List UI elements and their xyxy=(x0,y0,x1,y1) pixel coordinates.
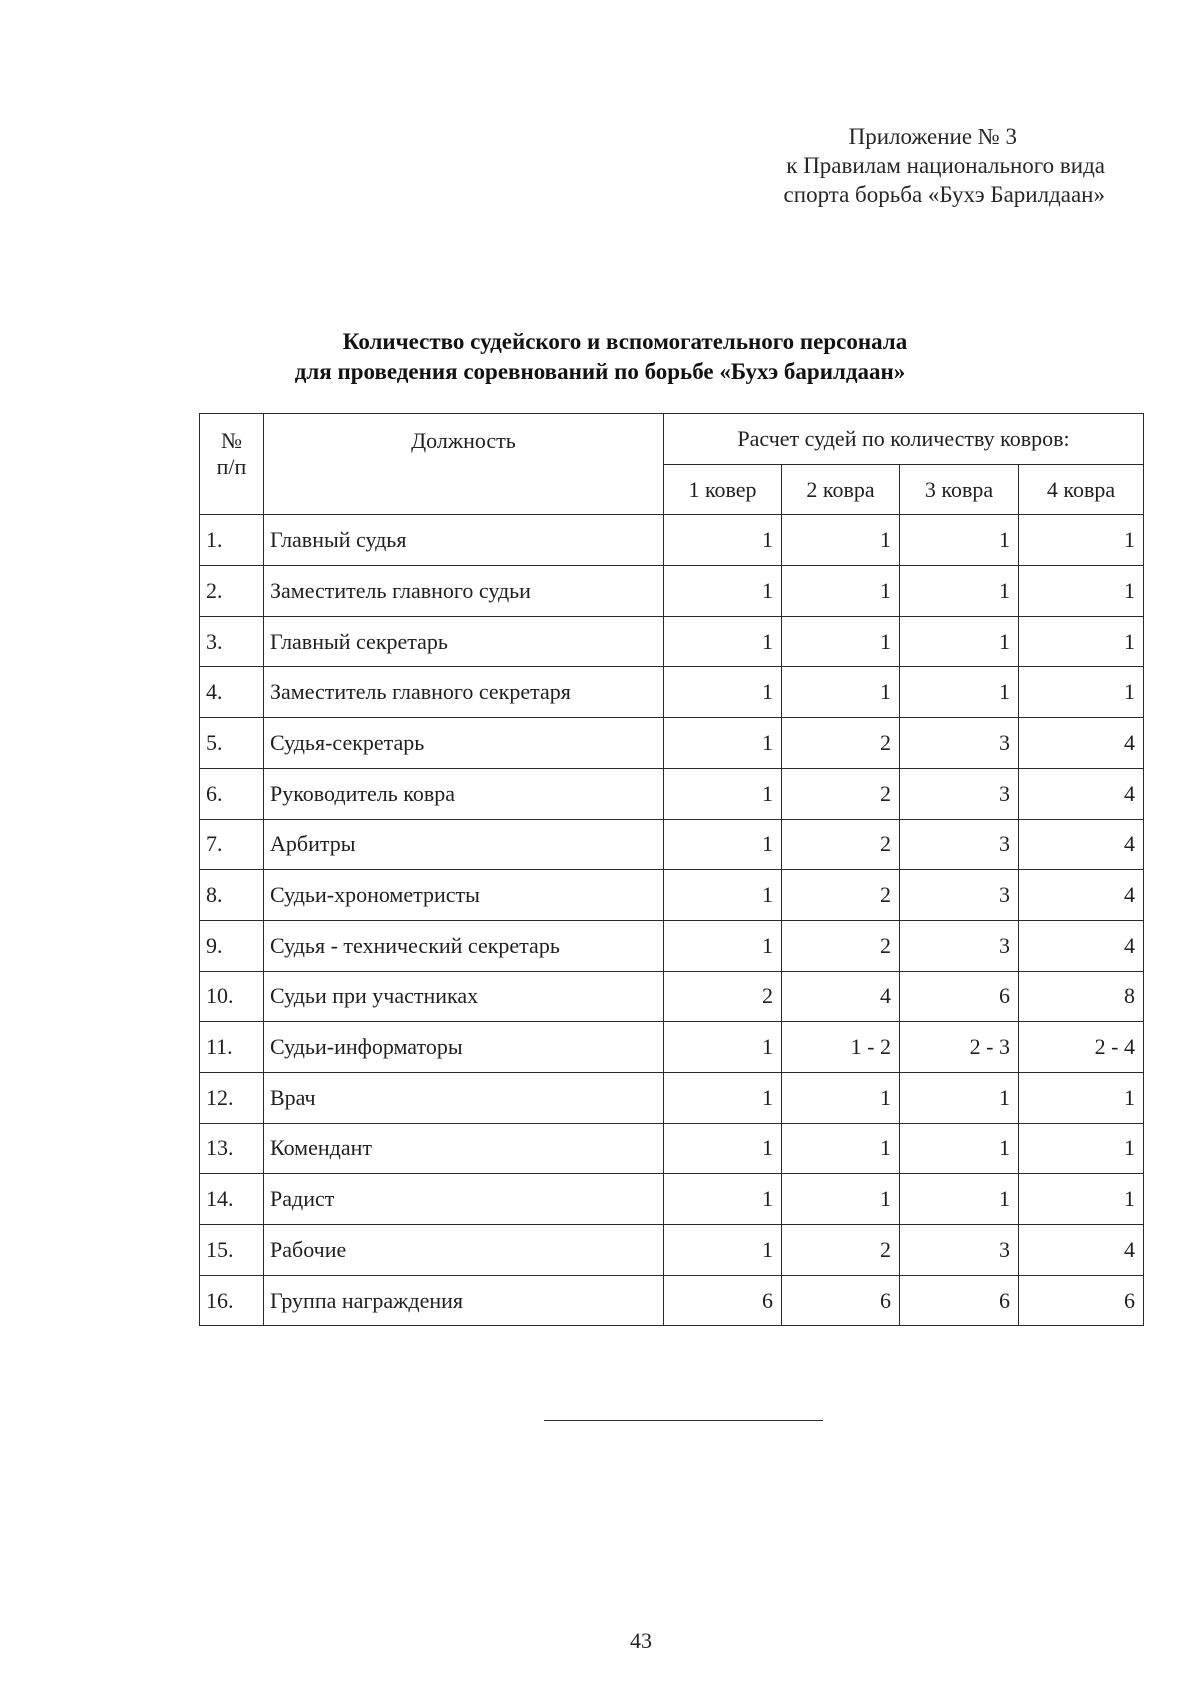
row-position: Заместитель главного секретаря xyxy=(264,667,664,718)
row-value-carpet-4: 1 xyxy=(1019,1174,1144,1225)
row-value-carpet-2: 1 xyxy=(782,667,900,718)
row-number: 13. xyxy=(200,1123,264,1174)
row-value-carpet-3: 1 xyxy=(900,566,1019,617)
row-value-carpet-4: 6 xyxy=(1019,1275,1144,1326)
row-value-carpet-3: 1 xyxy=(900,667,1019,718)
row-value-carpet-3: 3 xyxy=(900,1225,1019,1276)
row-value-carpet-3: 1 xyxy=(900,1123,1019,1174)
row-value-carpet-4: 4 xyxy=(1019,768,1144,819)
row-value-carpet-4: 4 xyxy=(1019,819,1144,870)
row-value-carpet-2: 1 xyxy=(782,1072,900,1123)
row-value-carpet-2: 2 xyxy=(782,870,900,921)
row-value-carpet-4: 4 xyxy=(1019,870,1144,921)
header-number-abbr: п/п xyxy=(216,454,247,479)
row-value-carpet-1: 1 xyxy=(664,718,782,769)
row-position: Рабочие xyxy=(264,1225,664,1276)
row-position: Руководитель ковра xyxy=(264,768,664,819)
row-position: Главный секретарь xyxy=(264,616,664,667)
row-position: Судьи при участниках xyxy=(264,971,664,1022)
row-value-carpet-1: 1 xyxy=(664,616,782,667)
row-value-carpet-2: 2 xyxy=(782,768,900,819)
appendix-reference-line-1: к Правилам национального вида xyxy=(786,153,1105,178)
document-title-line-2: для проведения соревнований по борьбе «Бухэ барилдаан» xyxy=(294,359,906,384)
row-number: 5. xyxy=(200,718,264,769)
row-number: 14. xyxy=(200,1174,264,1225)
table-row xyxy=(200,1022,1144,1073)
staff-table xyxy=(199,413,1144,1326)
row-number: 12. xyxy=(200,1072,264,1123)
appendix-note xyxy=(784,122,1105,209)
row-value-carpet-4: 1 xyxy=(1019,515,1144,566)
table-row xyxy=(200,566,1144,617)
table-row xyxy=(200,1123,1144,1174)
header-carpet-group: Расчет судей по количеству ковров: xyxy=(664,414,1144,465)
header-carpet-3: 3 ковра xyxy=(900,464,1019,515)
row-value-carpet-4: 4 xyxy=(1019,920,1144,971)
row-value-carpet-1: 1 xyxy=(664,566,782,617)
row-value-carpet-4: 1 xyxy=(1019,616,1144,667)
table-row xyxy=(200,667,1144,718)
row-value-carpet-2: 1 - 2 xyxy=(782,1022,900,1073)
row-position: Судья - технический секретарь xyxy=(264,920,664,971)
row-value-carpet-4: 4 xyxy=(1019,718,1144,769)
row-number: 2. xyxy=(200,566,264,617)
row-value-carpet-2: 2 xyxy=(782,819,900,870)
row-value-carpet-2: 1 xyxy=(782,616,900,667)
row-value-carpet-1: 2 xyxy=(664,971,782,1022)
row-value-carpet-3: 3 xyxy=(900,718,1019,769)
table-row xyxy=(200,1275,1144,1326)
document-title-line-1: Количество судейского и вспомогательного персонала xyxy=(342,329,908,354)
row-value-carpet-1: 1 xyxy=(664,1123,782,1174)
row-value-carpet-1: 1 xyxy=(664,920,782,971)
row-position: Радист xyxy=(264,1174,664,1225)
table-row xyxy=(200,718,1144,769)
header-row-1 xyxy=(200,414,1144,465)
row-position: Судьи-информаторы xyxy=(264,1022,664,1073)
row-position: Врач xyxy=(264,1072,664,1123)
table-row xyxy=(200,870,1144,921)
row-value-carpet-4: 1 xyxy=(1019,1123,1144,1174)
row-value-carpet-2: 2 xyxy=(782,920,900,971)
row-value-carpet-3: 6 xyxy=(900,1275,1019,1326)
table-row xyxy=(200,971,1144,1022)
row-value-carpet-3: 1 xyxy=(900,1174,1019,1225)
row-value-carpet-4: 2 - 4 xyxy=(1019,1022,1144,1073)
row-value-carpet-4: 4 xyxy=(1019,1225,1144,1276)
row-value-carpet-1: 1 xyxy=(664,1174,782,1225)
row-number: 16. xyxy=(200,1275,264,1326)
page-number: 43 xyxy=(630,1628,652,1653)
row-value-carpet-2: 6 xyxy=(782,1275,900,1326)
row-value-carpet-4: 1 xyxy=(1019,1072,1144,1123)
row-number: 8. xyxy=(200,870,264,921)
appendix-reference-line-2: спорта борьба «Бухэ Барилдаан» xyxy=(783,182,1105,207)
row-value-carpet-4: 1 xyxy=(1019,566,1144,617)
document-title xyxy=(0,327,1200,387)
row-position: Судья-секретарь xyxy=(264,718,664,769)
row-number: 9. xyxy=(200,920,264,971)
row-value-carpet-3: 1 xyxy=(900,616,1019,667)
row-value-carpet-1: 1 xyxy=(664,1225,782,1276)
row-value-carpet-2: 2 xyxy=(782,1225,900,1276)
row-value-carpet-3: 3 xyxy=(900,870,1019,921)
row-value-carpet-1: 1 xyxy=(664,515,782,566)
header-number-symbol: № xyxy=(221,428,242,453)
row-value-carpet-2: 4 xyxy=(782,971,900,1022)
header-position: Должность xyxy=(264,414,664,515)
row-value-carpet-4: 1 xyxy=(1019,667,1144,718)
staff-table-body xyxy=(200,515,1144,1326)
row-value-carpet-3: 3 xyxy=(900,819,1019,870)
row-value-carpet-1: 1 xyxy=(664,819,782,870)
table-row xyxy=(200,920,1144,971)
staff-table-header xyxy=(200,414,1144,515)
table-row xyxy=(200,616,1144,667)
row-position: Комендант xyxy=(264,1123,664,1174)
row-position: Группа награждения xyxy=(264,1275,664,1326)
row-value-carpet-3: 3 xyxy=(900,920,1019,971)
row-number: 7. xyxy=(200,819,264,870)
row-value-carpet-1: 1 xyxy=(664,1072,782,1123)
row-position: Заместитель главного судьи xyxy=(264,566,664,617)
row-value-carpet-2: 1 xyxy=(782,1123,900,1174)
appendix-number: Приложение № 3 xyxy=(848,124,1017,149)
row-number: 10. xyxy=(200,971,264,1022)
row-value-carpet-1: 1 xyxy=(664,870,782,921)
row-value-carpet-2: 1 xyxy=(782,515,900,566)
row-number: 4. xyxy=(200,667,264,718)
row-value-carpet-3: 1 xyxy=(900,515,1019,566)
row-value-carpet-3: 6 xyxy=(900,971,1019,1022)
row-position: Судьи-хронометристы xyxy=(264,870,664,921)
row-number: 3. xyxy=(200,616,264,667)
row-position: Главный судья xyxy=(264,515,664,566)
row-number: 6. xyxy=(200,768,264,819)
row-value-carpet-2: 1 xyxy=(782,566,900,617)
row-value-carpet-4: 8 xyxy=(1019,971,1144,1022)
row-number: 11. xyxy=(200,1022,264,1073)
header-carpet-2: 2 ковра xyxy=(782,464,900,515)
table-row xyxy=(200,1225,1144,1276)
closing-rule xyxy=(544,1420,823,1421)
row-value-carpet-1: 6 xyxy=(664,1275,782,1326)
row-value-carpet-3: 1 xyxy=(900,1072,1019,1123)
table-row xyxy=(200,1072,1144,1123)
header-carpet-1: 1 ковер xyxy=(664,464,782,515)
table-row xyxy=(200,1174,1144,1225)
table-row xyxy=(200,515,1144,566)
row-value-carpet-1: 1 xyxy=(664,768,782,819)
row-position: Арбитры xyxy=(264,819,664,870)
row-value-carpet-1: 1 xyxy=(664,1022,782,1073)
header-number xyxy=(200,414,264,515)
table-row xyxy=(200,768,1144,819)
row-value-carpet-2: 1 xyxy=(782,1174,900,1225)
row-number: 15. xyxy=(200,1225,264,1276)
table-row xyxy=(200,819,1144,870)
header-carpet-4: 4 ковра xyxy=(1019,464,1144,515)
row-value-carpet-3: 3 xyxy=(900,768,1019,819)
row-value-carpet-1: 1 xyxy=(664,667,782,718)
row-value-carpet-3: 2 - 3 xyxy=(900,1022,1019,1073)
row-number: 1. xyxy=(200,515,264,566)
row-value-carpet-2: 2 xyxy=(782,718,900,769)
